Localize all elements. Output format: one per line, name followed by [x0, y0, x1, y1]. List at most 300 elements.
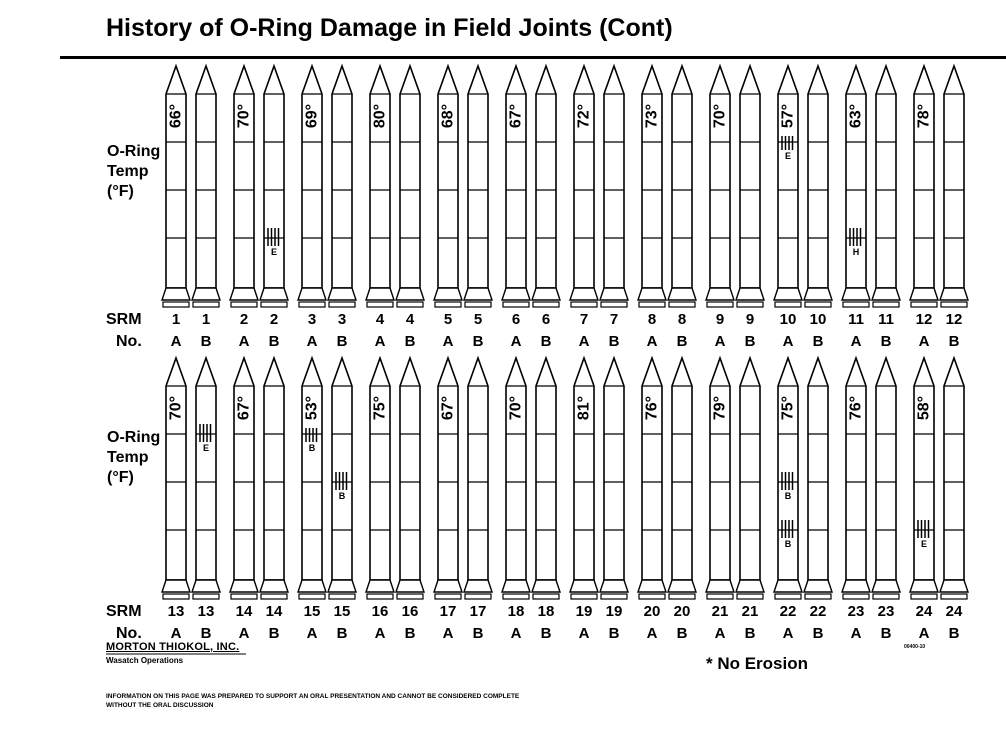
srm-side: B — [540, 625, 552, 642]
motor-skirt — [940, 288, 968, 300]
motor-skirt — [502, 580, 530, 592]
srm-motor-11a — [842, 66, 870, 307]
srm-number: 3 — [307, 311, 317, 328]
motor-base — [465, 302, 491, 307]
srm-number: 1 — [171, 311, 181, 328]
srm-motor-17a — [434, 358, 462, 599]
motor-base — [843, 302, 869, 307]
o-ring-temperature: 72° — [575, 103, 593, 129]
srm-number: 17 — [469, 603, 487, 620]
srm-motor-5b — [464, 66, 492, 307]
srm-motor-10b — [804, 66, 832, 307]
srm-number: 14 — [235, 603, 253, 620]
motor-skirt — [842, 288, 870, 300]
srm-number: 8 — [677, 311, 687, 328]
srm-motor-14a — [230, 358, 258, 599]
motor-base — [533, 594, 559, 599]
srm-label: SRM — [106, 311, 142, 328]
srm-number: 13 — [167, 603, 185, 620]
row-label-line: (°F) — [107, 469, 134, 486]
o-ring-temperature: 69° — [303, 103, 321, 129]
motor-body — [400, 66, 420, 288]
srm-side: B — [812, 625, 824, 642]
motor-base — [261, 594, 287, 599]
motor-skirt — [638, 580, 666, 592]
motor-skirt — [842, 580, 870, 592]
srm-motor-22a — [774, 358, 802, 599]
srm-number: 2 — [269, 311, 279, 328]
motor-skirt — [298, 288, 326, 300]
o-ring-temperature: 63° — [847, 103, 865, 129]
srm-motor-13a — [162, 358, 190, 599]
srm-number: 22 — [809, 603, 827, 620]
motor-base — [805, 302, 831, 307]
srm-number: 20 — [673, 603, 691, 620]
srm-side: A — [374, 333, 386, 350]
srm-side: B — [608, 333, 620, 350]
motor-body — [876, 358, 896, 580]
srm-side: A — [238, 625, 250, 642]
motor-base — [775, 594, 801, 599]
srm-side: A — [782, 333, 794, 350]
srm-side: A — [646, 625, 658, 642]
o-ring-temperature: 80° — [371, 103, 389, 129]
motor-base — [299, 594, 325, 599]
motor-skirt — [804, 580, 832, 592]
srm-motor-1a — [162, 66, 190, 307]
motor-skirt — [434, 288, 462, 300]
motor-base — [571, 594, 597, 599]
srm-side: B — [812, 333, 824, 350]
motor-skirt — [192, 580, 220, 592]
srm-side: B — [948, 333, 960, 350]
srm-number: 16 — [371, 603, 389, 620]
srm-motor-12a — [910, 66, 938, 307]
motor-base — [435, 594, 461, 599]
srm-number: 6 — [541, 311, 551, 328]
srm-number: 3 — [337, 311, 347, 328]
o-ring-temperature: 53° — [303, 395, 321, 421]
srm-motor-20a — [638, 358, 666, 599]
srm-motor-17b — [464, 358, 492, 599]
disclaimer-note: INFORMATION ON THIS PAGE WAS PREPARED TO SUPPORT AN ORAL PRESENTATION AND CANNOT BE CONSIDERED COMPLETE WITHOUT THE ORAL DISCUSSION — [106, 693, 520, 709]
o-ring-temperature: 57° — [779, 103, 797, 129]
row-label-line: O-Ring — [107, 143, 161, 160]
srm-side: A — [442, 333, 454, 350]
motor-body — [400, 358, 420, 580]
motor-skirt — [736, 288, 764, 300]
motor-body — [944, 66, 964, 288]
motor-skirt — [396, 580, 424, 592]
srm-side: A — [374, 625, 386, 642]
motor-base — [503, 302, 529, 307]
motor-skirt — [230, 288, 258, 300]
motor-skirt — [260, 288, 288, 300]
damage-type-label: H — [852, 247, 860, 257]
motor-base — [163, 594, 189, 599]
motor-base — [911, 594, 937, 599]
motor-skirt — [396, 288, 424, 300]
srm-side: B — [948, 625, 960, 642]
o-ring-temperature: 67° — [507, 103, 525, 129]
srm-side: A — [578, 625, 590, 642]
srm-number: 14 — [265, 603, 283, 620]
o-ring-temperature: 81° — [575, 395, 593, 421]
srm-motor-4b — [396, 66, 424, 307]
srm-number: 1 — [201, 311, 211, 328]
srm-side: B — [880, 333, 892, 350]
srm-motor-7a — [570, 66, 598, 307]
no-label: No. — [116, 625, 142, 642]
o-ring-temperature: 67° — [235, 395, 253, 421]
motor-skirt — [434, 580, 462, 592]
srm-number: 6 — [511, 311, 521, 328]
srm-number: 22 — [779, 603, 797, 620]
srm-number: 19 — [605, 603, 623, 620]
srm-motor-23a — [842, 358, 870, 599]
motor-base — [465, 594, 491, 599]
o-ring-temperature: 70° — [711, 103, 729, 129]
o-ring-temperature: 75° — [371, 395, 389, 421]
o-ring-temperature: 66° — [167, 103, 185, 129]
srm-number: 5 — [473, 311, 483, 328]
legend-no-erosion: * No Erosion — [706, 654, 809, 673]
motor-body — [944, 358, 964, 580]
motor-skirt — [366, 580, 394, 592]
motor-base — [367, 302, 393, 307]
srm-number: 7 — [579, 311, 589, 328]
srm-number: 11 — [878, 311, 894, 328]
srm-motor-24a — [910, 358, 938, 599]
srm-side: A — [170, 625, 182, 642]
srm-number: 21 — [741, 603, 759, 620]
motor-body — [808, 358, 828, 580]
srm-number: 23 — [877, 603, 895, 620]
motor-base — [669, 594, 695, 599]
motor-base — [737, 594, 763, 599]
motor-base — [601, 594, 627, 599]
srm-motor-5a — [434, 66, 462, 307]
damage-type-label: B — [784, 539, 792, 549]
motor-skirt — [328, 288, 356, 300]
motor-skirt — [940, 580, 968, 592]
o-ring-temperature: 76° — [847, 395, 865, 421]
motor-body — [264, 358, 284, 580]
motor-skirt — [600, 580, 628, 592]
motor-skirt — [162, 288, 190, 300]
motor-base — [193, 302, 219, 307]
srm-motor-21a — [706, 358, 734, 599]
srm-motor-21b — [736, 358, 764, 599]
motor-skirt — [366, 288, 394, 300]
motor-skirt — [706, 288, 734, 300]
srm-number: 15 — [333, 603, 351, 620]
motor-base — [397, 594, 423, 599]
o-ring-temperature: 76° — [643, 395, 661, 421]
srm-side: B — [200, 625, 212, 642]
motor-base — [639, 302, 665, 307]
o-ring-temperature: 79° — [711, 395, 729, 421]
srm-motor-18b — [532, 358, 560, 599]
damage-type-label: E — [784, 151, 792, 161]
srm-side: B — [336, 625, 348, 642]
srm-motor-8a — [638, 66, 666, 307]
srm-number: 9 — [745, 311, 755, 328]
motor-skirt — [910, 288, 938, 300]
row-label-line: O-Ring — [107, 429, 161, 446]
srm-number: 11 — [848, 311, 864, 328]
motor-skirt — [600, 288, 628, 300]
srm-side: A — [714, 333, 726, 350]
motor-skirt — [230, 580, 258, 592]
motor-skirt — [872, 580, 900, 592]
motor-base — [299, 302, 325, 307]
motor-skirt — [532, 580, 560, 592]
srm-number: 16 — [401, 603, 419, 620]
motor-body — [740, 66, 760, 288]
srm-motor-6a — [502, 66, 530, 307]
srm-motor-2a — [230, 66, 258, 307]
srm-motor-2b — [260, 66, 288, 307]
motor-body — [876, 66, 896, 288]
motor-skirt — [464, 580, 492, 592]
o-ring-temperature: 70° — [167, 395, 185, 421]
srm-motor-16a — [366, 358, 394, 599]
motor-skirt — [872, 288, 900, 300]
motor-skirt — [804, 288, 832, 300]
motor-base — [843, 594, 869, 599]
srm-number: 4 — [405, 311, 415, 328]
motor-skirt — [328, 580, 356, 592]
motor-skirt — [570, 288, 598, 300]
srm-side: B — [676, 333, 688, 350]
srm-motor-19b — [600, 358, 628, 599]
srm-number: 13 — [197, 603, 215, 620]
srm-motor-18a — [502, 358, 530, 599]
damage-type-label: B — [338, 491, 346, 501]
motor-base — [805, 594, 831, 599]
srm-number: 7 — [609, 311, 619, 328]
srm-side: A — [510, 333, 522, 350]
srm-motor-16b — [396, 358, 424, 599]
o-ring-temperature: 78° — [915, 103, 933, 129]
srm-motor-24b — [940, 358, 968, 599]
motor-base — [873, 302, 899, 307]
company-division: Wasatch Operations — [106, 656, 184, 665]
srm-side: A — [918, 333, 930, 350]
motor-base — [231, 302, 257, 307]
motor-base — [941, 594, 967, 599]
srm-number: 24 — [945, 603, 963, 620]
srm-side: A — [646, 333, 658, 350]
srm-motor-22b — [804, 358, 832, 599]
motor-skirt — [298, 580, 326, 592]
motor-skirt — [532, 288, 560, 300]
motor-body — [196, 358, 216, 580]
motor-base — [397, 302, 423, 307]
srm-number: 9 — [715, 311, 725, 328]
srm-side: A — [850, 333, 862, 350]
motor-base — [873, 594, 899, 599]
motor-skirt — [260, 580, 288, 592]
srm-number: 15 — [303, 603, 321, 620]
srm-side: A — [510, 625, 522, 642]
no-label: No. — [116, 333, 142, 350]
o-ring-temperature: 70° — [507, 395, 525, 421]
motor-skirt — [162, 580, 190, 592]
motor-skirt — [774, 580, 802, 592]
o-ring-temperature: 75° — [779, 395, 797, 421]
srm-side: B — [268, 333, 280, 350]
motor-body — [604, 358, 624, 580]
srm-motor-3a — [298, 66, 326, 307]
srm-side: A — [782, 625, 794, 642]
motor-base — [911, 302, 937, 307]
motor-skirt — [736, 580, 764, 592]
srm-side: B — [404, 625, 416, 642]
srm-motor-13b — [192, 358, 220, 599]
motor-body — [536, 358, 556, 580]
srm-motor-9a — [706, 66, 734, 307]
motor-body — [196, 66, 216, 288]
o-ring-temperature: 67° — [439, 395, 457, 421]
motor-skirt — [638, 288, 666, 300]
srm-motor-10a — [774, 66, 802, 307]
motor-base — [163, 302, 189, 307]
srm-number: 21 — [711, 603, 729, 620]
motor-base — [231, 594, 257, 599]
damage-type-label: E — [270, 247, 278, 257]
motor-skirt — [464, 288, 492, 300]
srm-motor-8b — [668, 66, 696, 307]
page-title: History of O-Ring Damage in Field Joints (Cont) — [106, 14, 673, 42]
srm-side: A — [306, 625, 318, 642]
motor-base — [193, 594, 219, 599]
damage-type-label: B — [784, 491, 792, 501]
motor-base — [775, 302, 801, 307]
srm-motor-12b — [940, 66, 968, 307]
srm-number: 12 — [915, 311, 933, 328]
srm-side: A — [170, 333, 182, 350]
row-label-line: (°F) — [107, 183, 134, 200]
document-id: 00400-10 — [904, 644, 926, 650]
srm-motor-15b — [328, 358, 356, 599]
srm-side: A — [850, 625, 862, 642]
srm-number: 4 — [375, 311, 385, 328]
srm-motor-19a — [570, 358, 598, 599]
motor-body — [672, 66, 692, 288]
srm-number: 10 — [809, 311, 827, 328]
srm-number: 2 — [239, 311, 249, 328]
motor-base — [435, 302, 461, 307]
srm-motor-7b — [600, 66, 628, 307]
motor-base — [329, 302, 355, 307]
srm-number: 18 — [537, 603, 555, 620]
srm-number: 10 — [779, 311, 797, 328]
motor-skirt — [774, 288, 802, 300]
motor-skirt — [668, 288, 696, 300]
srm-number: 18 — [507, 603, 525, 620]
motor-skirt — [570, 580, 598, 592]
srm-motor-14b — [260, 358, 288, 599]
srm-side: B — [880, 625, 892, 642]
motor-base — [533, 302, 559, 307]
motor-body — [672, 358, 692, 580]
motor-body — [808, 66, 828, 288]
srm-side: B — [676, 625, 688, 642]
srm-motor-20b — [668, 358, 696, 599]
motor-body — [468, 66, 488, 288]
motor-base — [571, 302, 597, 307]
o-ring-temperature: 73° — [643, 103, 661, 129]
srm-motor-6b — [532, 66, 560, 307]
srm-motor-23b — [872, 358, 900, 599]
srm-side: A — [238, 333, 250, 350]
motor-body — [604, 66, 624, 288]
srm-side: A — [918, 625, 930, 642]
srm-number: 24 — [915, 603, 933, 620]
srm-side: B — [336, 333, 348, 350]
motor-base — [707, 302, 733, 307]
motor-body — [468, 358, 488, 580]
motor-skirt — [502, 288, 530, 300]
damage-type-label: B — [308, 443, 316, 453]
srm-motor-4a — [366, 66, 394, 307]
srm-side: B — [608, 625, 620, 642]
srm-number: 8 — [647, 311, 657, 328]
srm-motor-9b — [736, 66, 764, 307]
srm-number: 20 — [643, 603, 661, 620]
motor-body — [740, 358, 760, 580]
row-label-line: Temp — [107, 163, 149, 180]
motor-skirt — [668, 580, 696, 592]
motor-base — [669, 302, 695, 307]
o-ring-temperature: 70° — [235, 103, 253, 129]
motor-base — [707, 594, 733, 599]
motor-body — [332, 358, 352, 580]
motor-base — [503, 594, 529, 599]
motor-base — [639, 594, 665, 599]
srm-side: B — [404, 333, 416, 350]
motor-skirt — [910, 580, 938, 592]
srm-side: B — [200, 333, 212, 350]
o-ring-temperature: 58° — [915, 395, 933, 421]
srm-side: B — [540, 333, 552, 350]
damage-type-label: E — [920, 539, 928, 549]
srm-motor-15a — [298, 358, 326, 599]
motor-base — [737, 302, 763, 307]
srm-number: 5 — [443, 311, 453, 328]
company-name: MORTON THIOKOL, INC. — [106, 641, 240, 653]
motor-base — [941, 302, 967, 307]
srm-motor-1b — [192, 66, 220, 307]
motor-skirt — [192, 288, 220, 300]
srm-side: B — [268, 625, 280, 642]
motor-body — [536, 66, 556, 288]
srm-number: 23 — [847, 603, 865, 620]
srm-side: A — [306, 333, 318, 350]
srm-number: 12 — [945, 311, 963, 328]
srm-side: A — [714, 625, 726, 642]
srm-motor-3b — [328, 66, 356, 307]
srm-side: B — [744, 625, 756, 642]
srm-motor-11b — [872, 66, 900, 307]
row-label-line: Temp — [107, 449, 149, 466]
srm-number: 17 — [439, 603, 457, 620]
o-ring-temperature: 68° — [439, 103, 457, 129]
motor-base — [367, 594, 393, 599]
motor-skirt — [706, 580, 734, 592]
